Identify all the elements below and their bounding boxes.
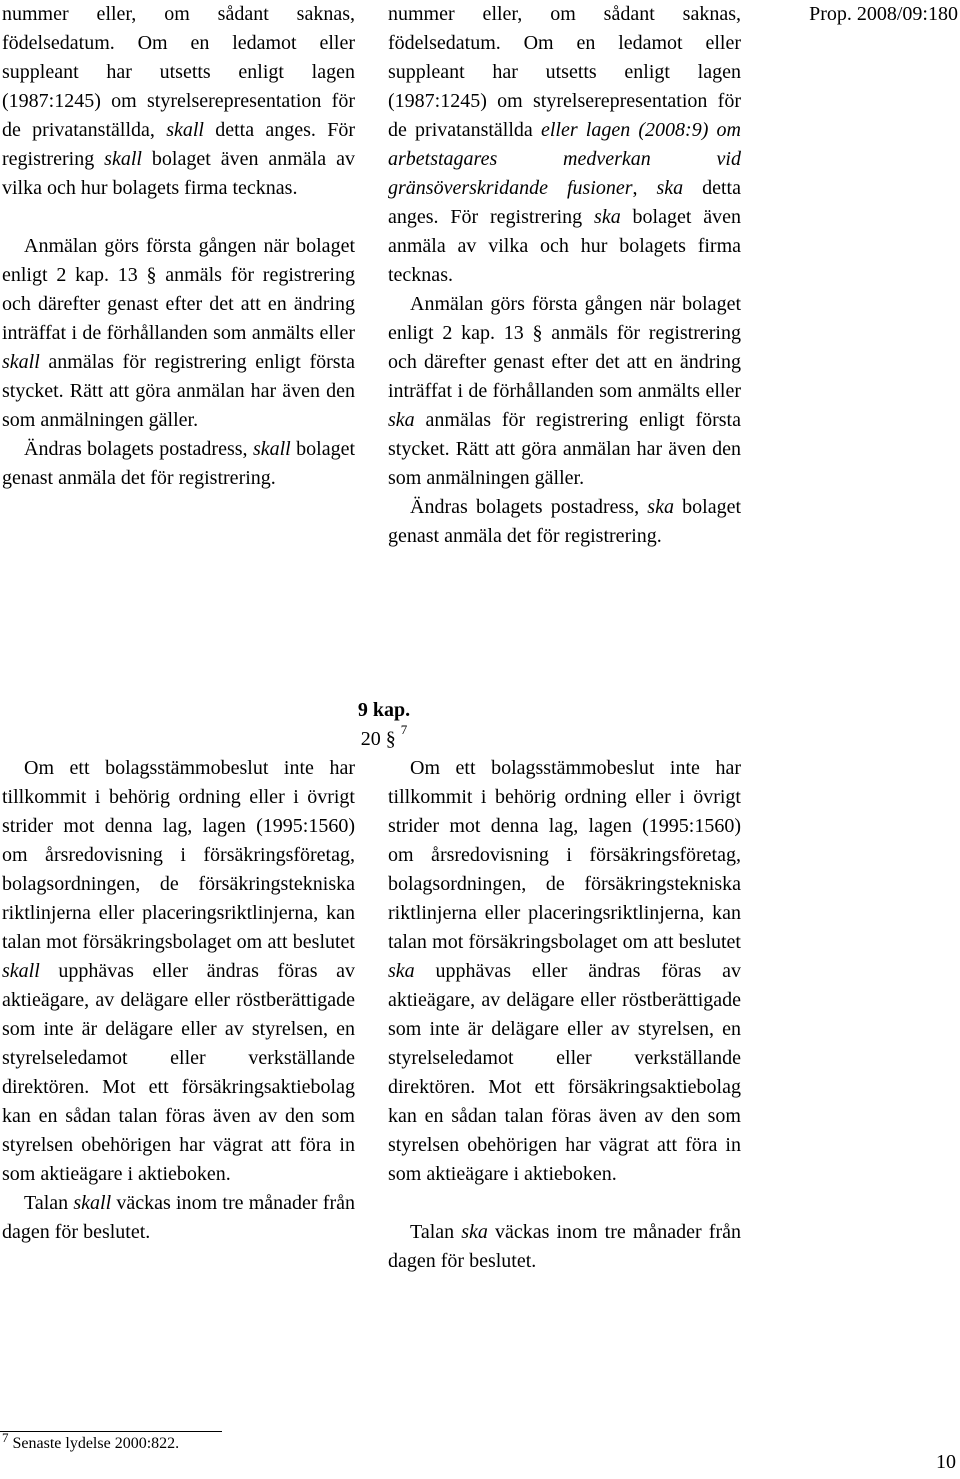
text-run: bolaget även anmäla av vilka och hur bolagets firma tecknas. — [2, 148, 356, 199]
chapter-heading: 9 kap. — [357, 699, 411, 721]
text-run: Anmälan görs första gången när bolaget enligt 2 kap. 13 § anmäls för registrering och därefter genast efter det att en ändring inträffat i de förhållanden som anmälts eller — [388, 293, 741, 402]
proposed-text-column-top — [388, 0, 741, 551]
paragraph — [388, 493, 741, 551]
emphasized-text: skall — [2, 960, 40, 982]
text-run: anmälas för registrering enligt första stycket. Rätt att göra anmälan har även den som anmälningen gäller. — [388, 409, 741, 489]
text-run: Om ett bolagsstämmobeslut inte har tillkommit i behörig ordning eller i övrigt strider mot denna lag, lagen (1995:1560) om årsredovisning i försäkringsföretag, bolagsordningen, de försäkringstekniska riktlinjerna eller placeringsriktlinjerna, kan talan mot försäkringsbolaget om att beslutet — [388, 757, 741, 953]
text-run: upphävas eller ändras föras av aktieägare, av delägare eller röstberättigade som inte är delägare eller av styrelsen, en styrelseledamot eller verkställande direktören. Mot ett försäkringsaktiebolag kan en sådan talan föras även av den som styrelsen obehörigen har vägrat att föra in som aktieägare i aktieboken. — [2, 960, 355, 1185]
emphasized-text: skall — [166, 119, 204, 141]
text-run: bolaget även anmäla av vilka och hur bolagets firma tecknas. — [388, 206, 741, 286]
emphasized-text: eller lagen (2008:9) om arbetstagares medverkan vid gränsöverskridande fusioner — [388, 119, 741, 199]
text-run: bolaget genast anmäla det för registrering. — [2, 438, 356, 489]
emphasized-text: skall — [104, 148, 142, 170]
text-run: Om ett bolagsstämmobeslut inte har tillkommit i behörig ordning eller i övrigt strider mot denna lag, lagen (1995:1560) om årsredovisning i försäkringsföretag, bolagsordningen, de försäkringstekniska riktlinjerna eller placeringsriktlinjerna, kan talan mot försäkringsbolaget om att beslutet — [2, 757, 355, 953]
text-run: , — [632, 177, 657, 199]
emphasized-text: ska — [461, 1221, 488, 1243]
footnote-text: Senaste lydelse 2000:822. — [8, 1435, 180, 1452]
paragraph — [388, 1218, 741, 1276]
page-number: 10 — [936, 1451, 956, 1473]
paragraph — [2, 0, 355, 203]
footnote-reference[interactable]: 7 — [400, 722, 408, 737]
text-run: nummer eller, om sådant saknas, födelsedatum. Om en ledamot eller suppleant har utsetts enligt lagen (1987:1245) om styrelserepresentation för de privatanställda — [388, 3, 741, 141]
text-run: Anmälan görs första gången när bolaget enligt 2 kap. 13 § anmäls för registrering och därefter genast efter det att en ändring inträffat i de förhållanden som anmälts eller — [2, 235, 355, 344]
text-run: väckas inom tre månader från dagen för beslutet. — [388, 1221, 741, 1272]
emphasized-text: skall — [252, 438, 291, 460]
paragraph — [388, 754, 741, 1189]
text-run: detta anges. För registrering — [2, 119, 355, 170]
paragraph — [2, 754, 355, 1189]
current-text-column-top — [2, 0, 355, 493]
proposition-stamp: Prop. 2008/09:180 — [809, 3, 958, 25]
paragraph — [388, 290, 741, 493]
footnote — [2, 1430, 180, 1455]
text-run: väckas inom tre månader från dagen för beslutet. — [2, 1192, 355, 1243]
paragraph — [2, 232, 355, 435]
emphasized-text: ska — [388, 409, 415, 431]
footnote-marker: 7 — [2, 1430, 9, 1445]
emphasized-text: ska — [388, 960, 415, 982]
paragraph — [388, 0, 741, 290]
emphasized-text: skall — [73, 1192, 112, 1214]
emphasized-text: ska — [594, 206, 621, 228]
emphasized-text: ska — [656, 177, 684, 199]
paragraph — [2, 1189, 355, 1247]
current-text-column-bottom — [2, 754, 355, 1247]
emphasized-text: skall — [2, 351, 40, 373]
text-run: nummer eller, om sådant saknas, födelsedatum. Om en ledamot eller suppleant har utsetts enligt lagen (1987:1245) om styrelserepresentation för de privatanställda, — [2, 3, 355, 141]
text-run: detta anges. För registrering — [388, 177, 741, 228]
text-run: bolaget genast anmäla det för registrering. — [388, 496, 741, 547]
text-run: Ändras bolagets postadress, — [410, 496, 648, 518]
section-label: 20 § — [360, 728, 396, 750]
section-heading — [0, 722, 768, 754]
text-run: upphävas eller ändras föras av aktieägare, av delägare eller röstberättigade som inte är delägare eller av styrelsen, en styrelseledamot eller verkställande direktören. Mot ett försäkringsaktiebolag kan en sådan talan föras även av den som styrelsen obehörigen har vägrat att föra in som aktieägare i aktieboken. — [388, 960, 741, 1185]
footnote-divider — [0, 1431, 222, 1432]
emphasized-text: ska — [647, 496, 674, 518]
text-run: Ändras bolagets postadress, — [24, 438, 253, 460]
text-run: anmälas för registrering enligt första stycket. Rätt att göra anmälan har även den som anmälningen gäller. — [2, 351, 355, 431]
text-run: Talan — [410, 1221, 462, 1243]
text-run: Talan — [24, 1192, 74, 1214]
proposed-text-column-bottom — [388, 754, 741, 1276]
paragraph — [2, 435, 355, 493]
